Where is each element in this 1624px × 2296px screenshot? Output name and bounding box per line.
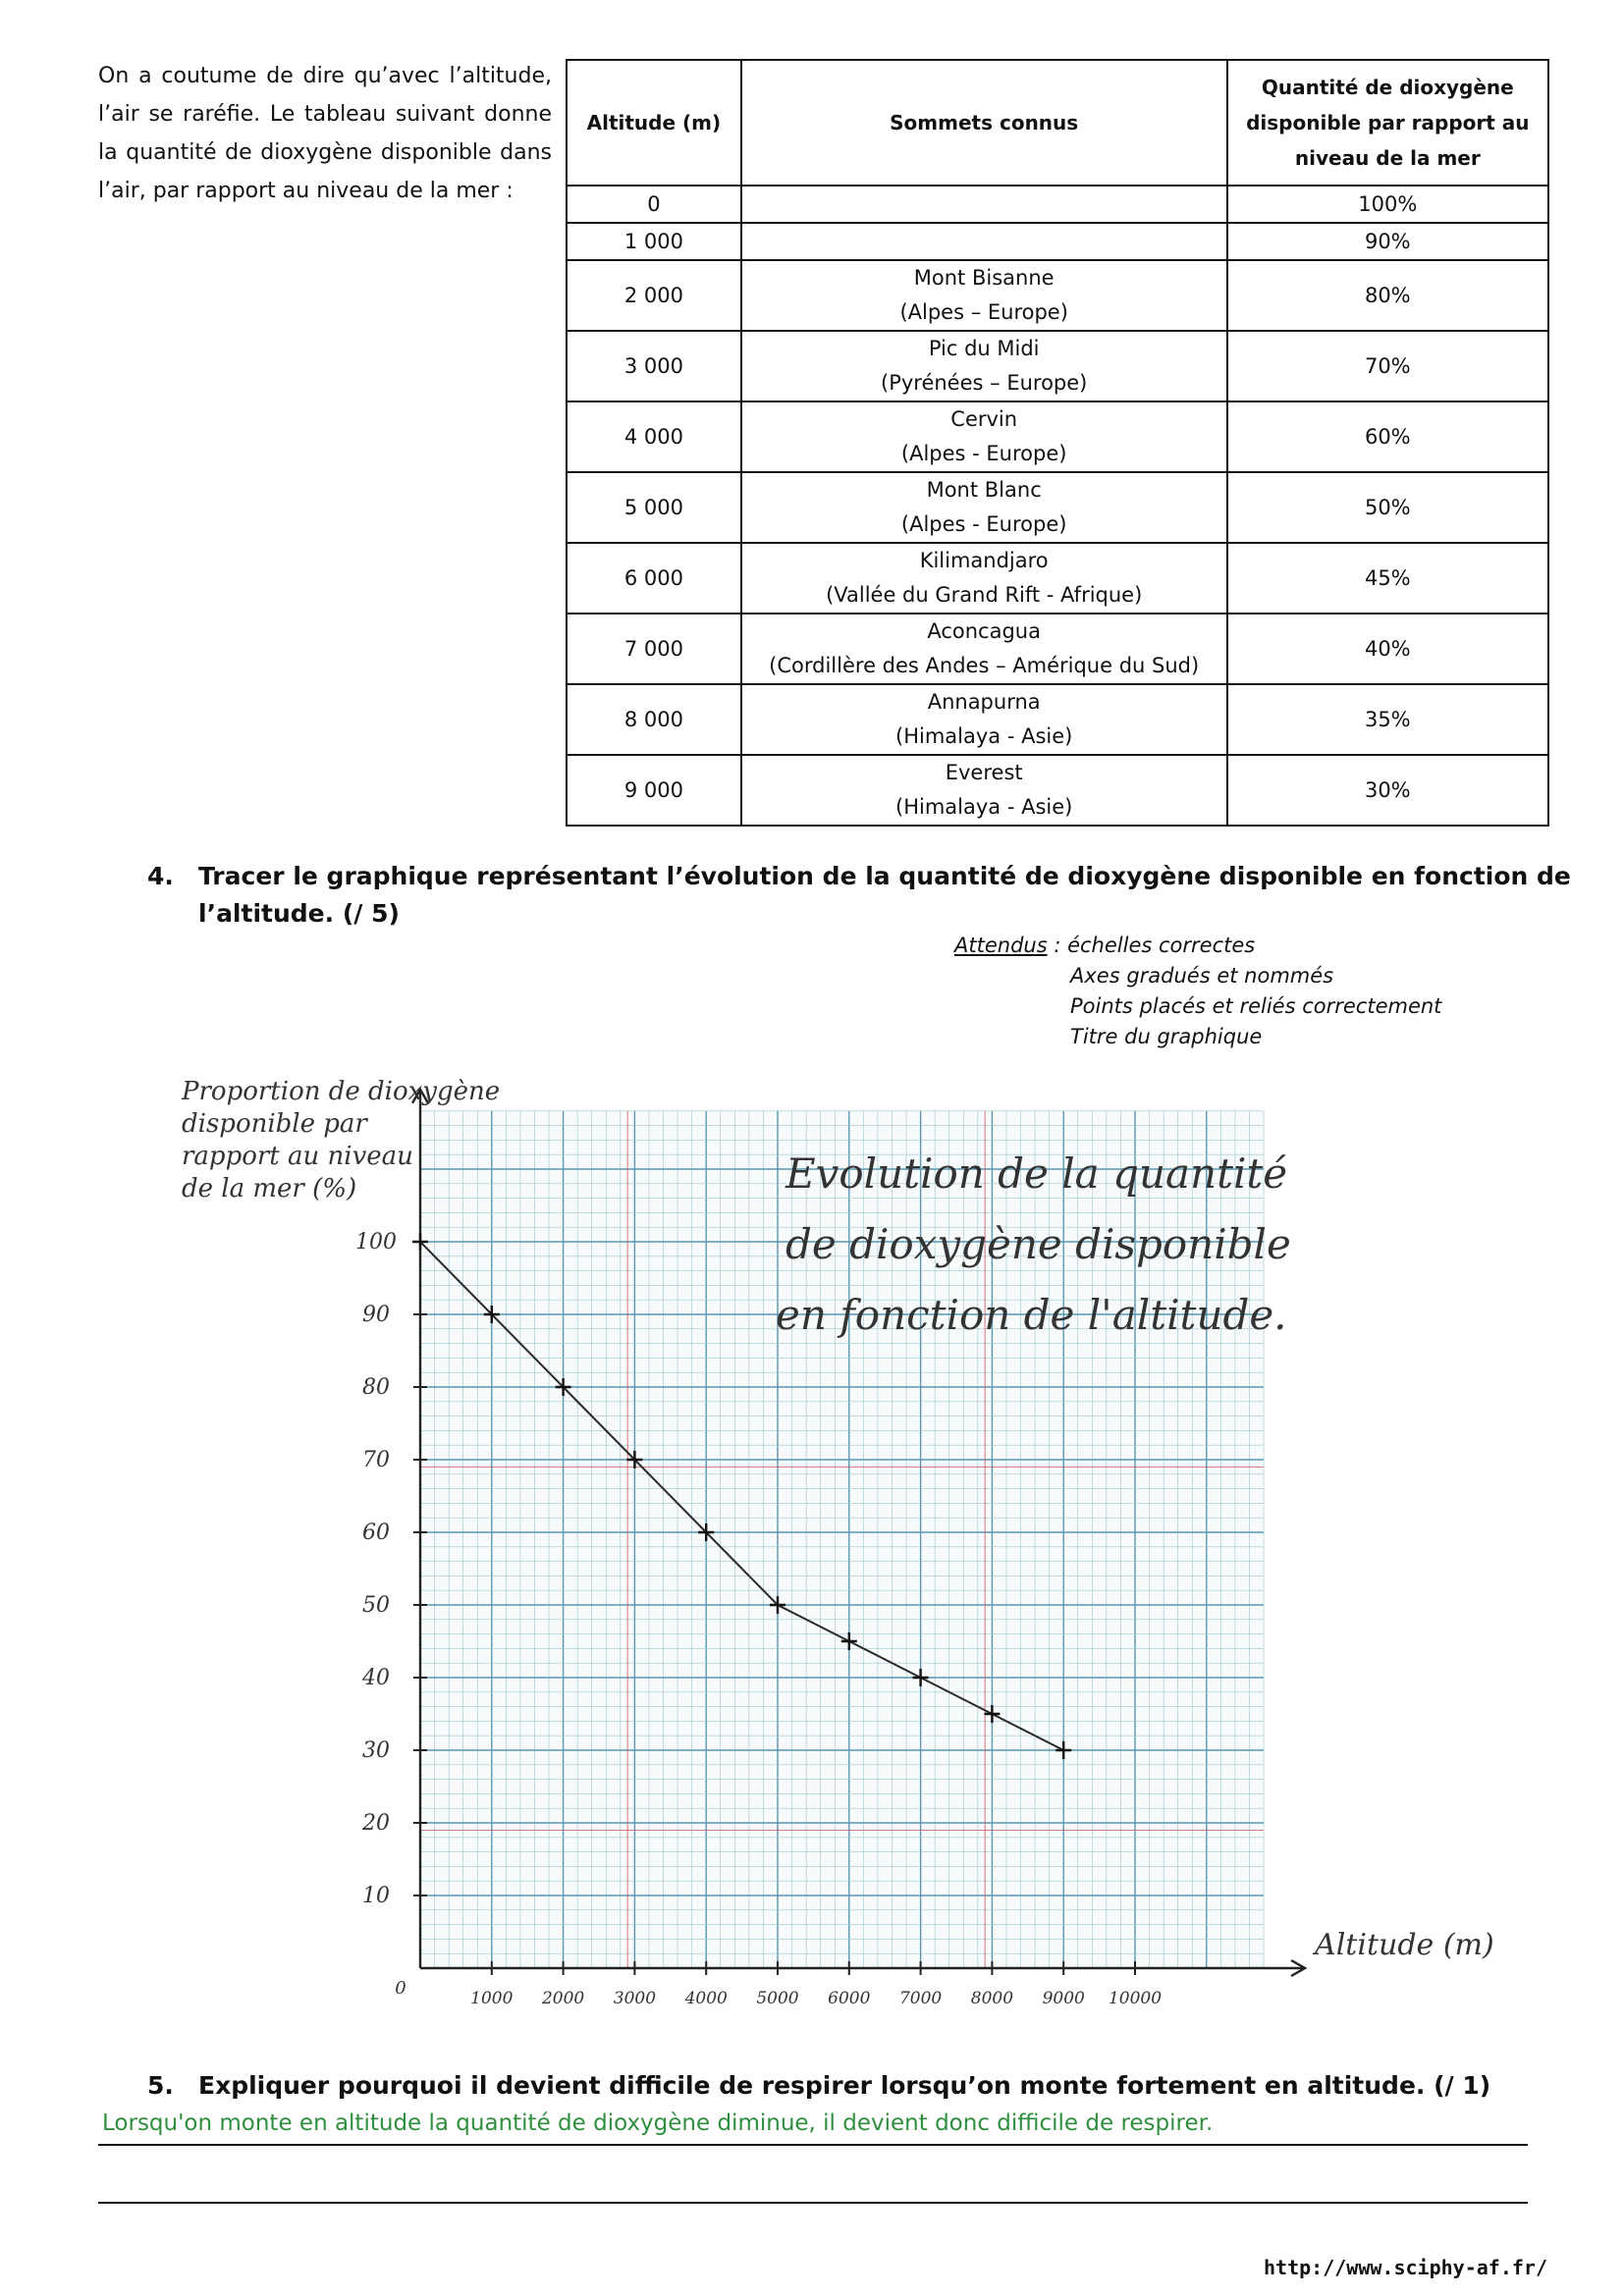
x-tick-label: 8000 bbox=[970, 1989, 1014, 2008]
y-axis-label-line: Proportion de dioxygène bbox=[182, 1077, 501, 1106]
cell-altitude: 4 000 bbox=[567, 401, 741, 472]
footer-url: http://www.sciphy-af.fr/ bbox=[1264, 2256, 1547, 2279]
cell-oxygen: 30% bbox=[1227, 755, 1548, 826]
y-tick-label: 50 bbox=[362, 1593, 390, 1618]
x-tick-label: 4000 bbox=[684, 1989, 728, 2008]
chart-title-line: de dioxygène disponible bbox=[785, 1220, 1291, 1268]
y-tick-label: 90 bbox=[362, 1303, 390, 1327]
header-oxygen: Quantité de dioxygène disponible par rapport au niveau de la mer bbox=[1227, 60, 1548, 186]
table-row bbox=[567, 260, 1548, 331]
cell-oxygen: 70% bbox=[1227, 331, 1548, 401]
cell-altitude: 1 000 bbox=[567, 223, 741, 260]
expected-criteria: Attendus : échelles correctes Axes gradués et nommés Points placés et reliés correctement Titre du graphique bbox=[954, 934, 1442, 1048]
cell-oxygen: 60% bbox=[1227, 401, 1548, 472]
intro-paragraph: On a coutume de dire qu’avec l’altitude, l’air se raréfie. Le tableau suivant donne la quantité de dioxygène disponible dans l’air, par rapport au niveau de la mer : bbox=[98, 64, 552, 203]
y-tick-label: 60 bbox=[362, 1521, 390, 1545]
table-row bbox=[567, 684, 1548, 755]
cell-summit: Everest (Himalaya - Asie) bbox=[741, 755, 1227, 826]
cell-summit: Aconcagua (Cordillère des Andes – Amérique du Sud) bbox=[741, 614, 1227, 684]
cell-altitude: 8 000 bbox=[567, 684, 741, 755]
cell-summit: Mont Blanc (Alpes - Europe) bbox=[741, 472, 1227, 543]
table-row bbox=[567, 331, 1548, 401]
x-tick-label: 9000 bbox=[1042, 1989, 1085, 2008]
attendus-item: échelles correctes bbox=[1067, 934, 1256, 957]
answer-text: Lorsqu'on monte en altitude la quantité de dioxygène diminue, il devient donc difficile de respirer. bbox=[102, 2110, 1214, 2136]
header-summits: Sommets connus bbox=[741, 60, 1227, 186]
table-row bbox=[567, 401, 1548, 472]
x-axis-label: Altitude (m) bbox=[1315, 1928, 1494, 1962]
cell-summit: Kilimandjaro (Vallée du Grand Rift - Afrique) bbox=[741, 543, 1227, 614]
answer-line bbox=[98, 2202, 1528, 2204]
cell-oxygen: 80% bbox=[1227, 260, 1548, 331]
answer-line bbox=[98, 2144, 1528, 2146]
y-tick-label: 40 bbox=[362, 1666, 390, 1690]
cell-summit: Annapurna (Himalaya - Asie) bbox=[741, 684, 1227, 755]
cell-oxygen: 35% bbox=[1227, 684, 1548, 755]
header-altitude: Altitude (m) bbox=[567, 60, 741, 186]
cell-oxygen: 40% bbox=[1227, 614, 1548, 684]
cell-summit: Pic du Midi (Pyrénées – Europe) bbox=[741, 331, 1227, 401]
y-tick-label: 100 bbox=[355, 1230, 397, 1255]
y-tick-label: 80 bbox=[362, 1375, 390, 1400]
table-row bbox=[567, 472, 1548, 543]
cell-summit: Mont Bisanne (Alpes – Europe) bbox=[741, 260, 1227, 331]
x-tick-label: 3000 bbox=[613, 1989, 657, 2008]
x-tick-label: 5000 bbox=[756, 1989, 799, 2008]
y-tick-label: 10 bbox=[362, 1884, 390, 1908]
cell-oxygen: 90% bbox=[1227, 223, 1548, 260]
table-row bbox=[567, 543, 1548, 614]
question-4-line1: Tracer le graphique représentant l’évolution de la quantité de dioxygène disponible en fonction de bbox=[198, 862, 1571, 890]
chart-title-line: en fonction de l'altitude. bbox=[776, 1291, 1287, 1339]
cell-oxygen: 50% bbox=[1227, 472, 1548, 543]
attendus-item: Points placés et reliés correctement bbox=[1070, 994, 1442, 1018]
oxygen-altitude-chart bbox=[0, 1050, 1624, 2032]
question-5-number: 5. bbox=[147, 2071, 174, 2100]
question-5-text: Expliquer pourquoi il devient difficile de respirer lorsqu’on monte fortement en altitude. (/ 1) bbox=[198, 2071, 1491, 2100]
origin-label: 0 bbox=[395, 1978, 406, 1999]
cell-altitude: 2 000 bbox=[567, 260, 741, 331]
question-4-line2: l’altitude. (/ 5) bbox=[198, 899, 400, 928]
cell-summit bbox=[741, 223, 1227, 260]
question-4-number: 4. bbox=[147, 862, 174, 890]
table-row bbox=[567, 755, 1548, 826]
y-axis-label-line: de la mer (%) bbox=[182, 1174, 357, 1203]
x-tick-label: 6000 bbox=[828, 1989, 871, 2008]
cell-altitude: 9 000 bbox=[567, 755, 741, 826]
x-tick-label: 7000 bbox=[898, 1989, 943, 2008]
cell-altitude: 6 000 bbox=[567, 543, 741, 614]
attendus-label: Attendus bbox=[954, 934, 1048, 957]
table-row bbox=[567, 186, 1548, 223]
attendus-item: Axes gradués et nommés bbox=[1070, 964, 1334, 988]
cell-summit: Cervin (Alpes - Europe) bbox=[741, 401, 1227, 472]
y-tick-label: 30 bbox=[362, 1738, 390, 1763]
cell-altitude: 0 bbox=[567, 186, 741, 223]
cell-summit bbox=[741, 186, 1227, 223]
cell-oxygen: 100% bbox=[1227, 186, 1548, 223]
cell-altitude: 7 000 bbox=[567, 614, 741, 684]
y-tick-label: 20 bbox=[362, 1811, 390, 1836]
x-tick-label: 10000 bbox=[1108, 1989, 1163, 2008]
cell-altitude: 3 000 bbox=[567, 331, 741, 401]
x-tick-label: 2000 bbox=[541, 1989, 585, 2008]
y-tick-label: 70 bbox=[362, 1448, 390, 1472]
table-row bbox=[567, 223, 1548, 260]
attendus-item: Titre du graphique bbox=[1070, 1025, 1263, 1048]
y-axis-label-line: disponible par bbox=[182, 1109, 367, 1139]
cell-altitude: 5 000 bbox=[567, 472, 741, 543]
altitude-oxygen-table bbox=[566, 59, 1549, 827]
table-row bbox=[567, 614, 1548, 684]
y-axis-label-line: rapport au niveau bbox=[182, 1142, 413, 1171]
cell-oxygen: 45% bbox=[1227, 543, 1548, 614]
x-tick-label: 1000 bbox=[470, 1989, 514, 2008]
chart-title-line: Evolution de la quantité bbox=[785, 1149, 1288, 1198]
